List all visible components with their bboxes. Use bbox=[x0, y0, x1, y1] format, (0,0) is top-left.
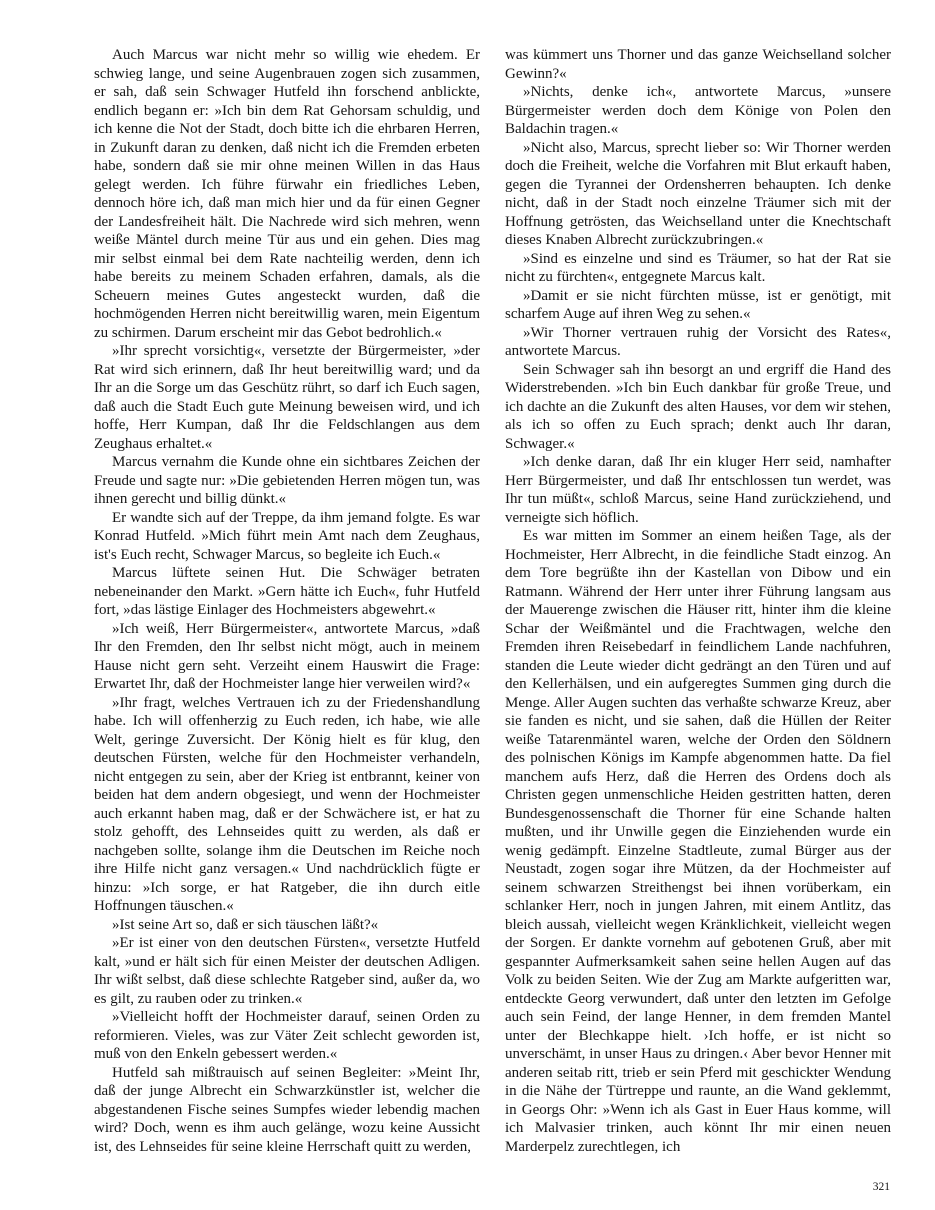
paragraph: Marcus lüftete seinen Hut. Die Schwäger betraten nebeneinander den Markt. »Gern hätte ich Euch«, fuhr Hutfeld fort, »das lästige Einlager des Hochmeisters abgewehrt.« bbox=[94, 565, 480, 618]
paragraph: »Ihr sprecht vorsichtig«, versetzte der Bürgermeister, »der Rat wird sich erinnern, daß Ihr heut bereitwillig ward; und da Ihr an die Sorge um das Geschütz rührt, so darf ich Euch sagen, daß auch die Stadt Euch gute Meinung beweisen wird, und ich hoffe, Herr Kumpan, daß Ihr die Feldschlangen aus dem Zeughaus erhaltet.« bbox=[94, 343, 480, 452]
paragraph: »Ich weiß, Herr Bürgermeister«, antwortete Marcus, »daß Ihr den Fremden, den Ihr selbst nicht mögt, auch in meinem Hause nicht gern seht. Verzeiht einem Hauswirt die Frage: Erwartet Ihr, daß der Hochmeister lange hier verweilen wird?« bbox=[94, 620, 480, 692]
left-column bbox=[94, 46, 480, 1156]
paragraph: »Ist seine Art so, daß er sich täuschen läßt?« bbox=[112, 916, 379, 933]
paragraph: »Er ist einer von den deutschen Fürsten«, versetzte Hutfeld kalt, »und er hält sich für einen Meister der deutschen Adligen. Ihr wißt selbst, daß diese schlechte Ratgeber sind, außer da, wo es gilt, zu rauben oder zu trinken.« bbox=[94, 935, 480, 1007]
paragraph: »Ihr fragt, welches Vertrauen ich zu der Friedenshandlung habe. Ich will offenherzig zu Euch reden, ich habe, wie alle Welt, geringe Zuversicht. Der König hielt es für klug, den deutschen Fürsten, welche für den Hochmeister verhandeln, nicht entgegen zu sein, aber der Krieg ist entbrannt, keiner von beiden hat dem andern obgesiegt, und wenn der Hochmeister auch erkannt haben mag, daß er der Schwächere ist, er hat zu stolz gehofft, des Lehnseides quitt zu werden, als daß er nachgeben sollte, solange ihm die Deutschen im Reiche noch ihre Hilfe nicht ganz versagen.« Und nachdrücklich fügte er hinzu: »Ich sorge, er hat Ratgeber, die ihn durch eitle Hoffnungen täuschen.« bbox=[94, 694, 480, 914]
paragraph: »Nichts, denke ich«, antwortete Marcus, »unsere Bürgermeister werden doch dem Könige von Polen den Baldachin tragen.« bbox=[505, 84, 891, 137]
paragraph: »Damit er sie nicht fürchten müsse, ist er genötigt, mit scharfem Auge auf ihren Weg zu sehen.« bbox=[505, 287, 891, 322]
paragraph: »Ich denke daran, daß Ihr ein kluger Herr seid, namhafter Herr Bürgermeister, und daß Ihr entschlossen tun werdet, was Ihr tun müßt«, schloß Marcus, seine Hand zurückziehend, und verneigte sich höflich. bbox=[505, 454, 891, 526]
paragraph: was kümmert uns Thorner und das ganze Weichselland solcher Gewinn?« bbox=[505, 47, 891, 82]
paragraph: Er wandte sich auf der Treppe, da ihm jemand folgte. Es war Konrad Hutfeld. »Mich führt mein Amt nach dem Zeughaus, ist's Euch recht, Schwager Marcus, so begleite ich Euch.« bbox=[94, 509, 480, 563]
paragraph: Sein Schwager sah ihn besorgt an und ergriff die Hand des Widerstrebenden. »Ich bin Euch dankbar für große Treue, und ich dachte an die Zukunft des alten Hauses, vor dem wir stehen, als ich so offen zu Euch sprach; denkt auch Ihr daran, Schwager.« bbox=[505, 361, 891, 452]
paragraph: »Nicht also, Marcus, sprecht lieber so: Wir Thorner werden doch die Freiheit, welche die Vorfahren mit Blut erkauft haben, gegen die Tyrannei der Ordensherren behaupten. Ich denke nicht, daß in der Stadt noch einzelne Träumer sich mit der Hoffnung getrösten, das Weichselland unter die Knechtschaft dieses Knaben Albrecht zurückzubringen.« bbox=[505, 139, 891, 248]
paragraph: »Sind es einzelne und sind es Träumer, so hat der Rat sie nicht zu fürchten«, entgegnete Marcus kalt. bbox=[505, 250, 891, 285]
paragraph: »Wir Thorner vertrauen ruhig der Vorsicht des Rates«, antwortete Marcus. bbox=[505, 324, 891, 359]
paragraph: Es war mitten im Sommer an einem heißen Tage, als der Hochmeister, Herr Albrecht, in die feindliche Stadt einzog. An dem Tore begrüßte ihn der Kastellan von Dibow und ein Ratmann. Während der Herr unter ihrer Führung langsam aus der Mauerenge zwischen die Häuser ritt, hinter ihm die kleine Schar der Weißmäntel und die Frachtwagen, welche den Fremden ihren Reisebedarf in feindlichem Lande nachfuhren, standen die Leute wieder dicht gedrängt an den Türen und auf den Kellerhälsen, und ein aufgeregtes Summen ging durch die Menge. Aller Augen suchten das verhaßte schwarze Kreuz, aber sie fanden es nicht, und sie sahen, daß die Hüllen der Reiter weiße Tatarenmäntel waren, welche der Orden den Söldnern des polnischen Königs im Kampfe abgenommen hatte. Da fiel manchem aufs Herz, daß die Herren des Ordens doch als Christen gegen unmenschliche Heiden gestritten hatten, deren Bundesgenossenschaft die Thorner für eine Schande halten mußten, und ihr Unwille gegen die Einziehenden wurde ein wenig gedämpft. Einzelne Stadtleute, zumal Bürger aus der Neustadt, zogen sogar ihre Mützen, da der Hochmeister auf seinem schwarzen Streithengst bei ihnen vorüberkam, ein schlanker Herr, noch in jungen Jahren, mit einem Antlitz, das bleich aussah, vielleicht wegen Kränklichkeit, vielleicht wegen der Sorgen. Er dankte vornehm auf gebotenen Gruß, aber mit gespannter Aufmerksamkeit sahen seine hellen Augen auf das Volk zu beiden Seiten. Wie der Zug am Markte aufgeritten war, entdeckte Georg verwundert, daß unter den letzten im Gefolge auch sein Feind, der lange Henner, in dem fremden Mantel unter der Blechkappe hielt. ›Ich hoffe, er ist nicht so unverschämt, in unser Haus zu dringen.‹ Aber bevor Henner mit anderen seitab ritt, trieb er sein Pferd mit geschickter Wendung in die Nähe der Türtreppe und raunte, an die Wand geklemmt, in Georgs Ohr: »Wenn ich als Gast in Euer Haus komme, will ich Malvasier trinken, auch könnt Ihr mir einen neuen Marderpelz zurechtlegen, ich bbox=[505, 528, 891, 1155]
right-column bbox=[505, 46, 891, 1156]
text-columns bbox=[94, 46, 891, 1156]
paragraph: »Vielleicht hofft der Hochmeister darauf, seinen Orden zu reformieren. Vieles, was zur Väter Zeit schlecht geworden ist, muß von den Enkeln gebessert werden.« bbox=[94, 1009, 480, 1062]
paragraph: Hutfeld sah mißtrauisch auf seinen Begleiter: »Meint Ihr, daß der junge Albrecht ein Schwarzkünstler ist, welcher die abgestandenen Fische seines Sumpfes wieder lebendig machen wird? Doch, wenn es ihm auch gelänge, wozu keine Aussicht ist, des Lehnseides für seine kleine Herrschaft quitt zu werden, bbox=[94, 1064, 480, 1155]
paragraph: Auch Marcus war nicht mehr so willig wie ehedem. Er schwieg lange, und seine Augenbrauen zogen sich zusammen, er sah, daß sein Schwager Hutfeld ihn forschend anblickte, endlich begann er: »Ich bin dem Rat Gehorsam schuldig, und ich kenne die Not der Stadt, doch bitte ich die ehrbaren Herren, in Zukunft daran zu denken, daß nicht ich die Fremden erbeten habe, sondern daß sie mir ohne meinen Willen in das Haus gelegt werden. Ich führe fürwahr ein friedliches Leben, dennoch höre ich, daß man mich hier und da für einen Gegner der Landesfreiheit hält. Die Nachrede wird sich mehren, wenn weiße Mäntel durch meine Tür aus und ein gehen. Dies mag mir selbst einmal bei dem Rate nachteilig werden, denn ich habe bereits zu meinem Schaden erfahren, damals, als die Scheuern meines Gutes angesteckt wurden, daß die hochmögenden Herren nicht bereitwillig waren, mein Eigentum zu schirmen. Darum erscheint mir das Gebot bedrohlich.« bbox=[94, 47, 480, 341]
paragraph: Marcus vernahm die Kunde ohne ein sichtbares Zeichen der Freude und sagte nur: »Die gebietenden Herren mögen tun, was ihnen gerecht und billig dünkt.« bbox=[94, 454, 480, 507]
page-number: 321 bbox=[872, 1180, 890, 1193]
